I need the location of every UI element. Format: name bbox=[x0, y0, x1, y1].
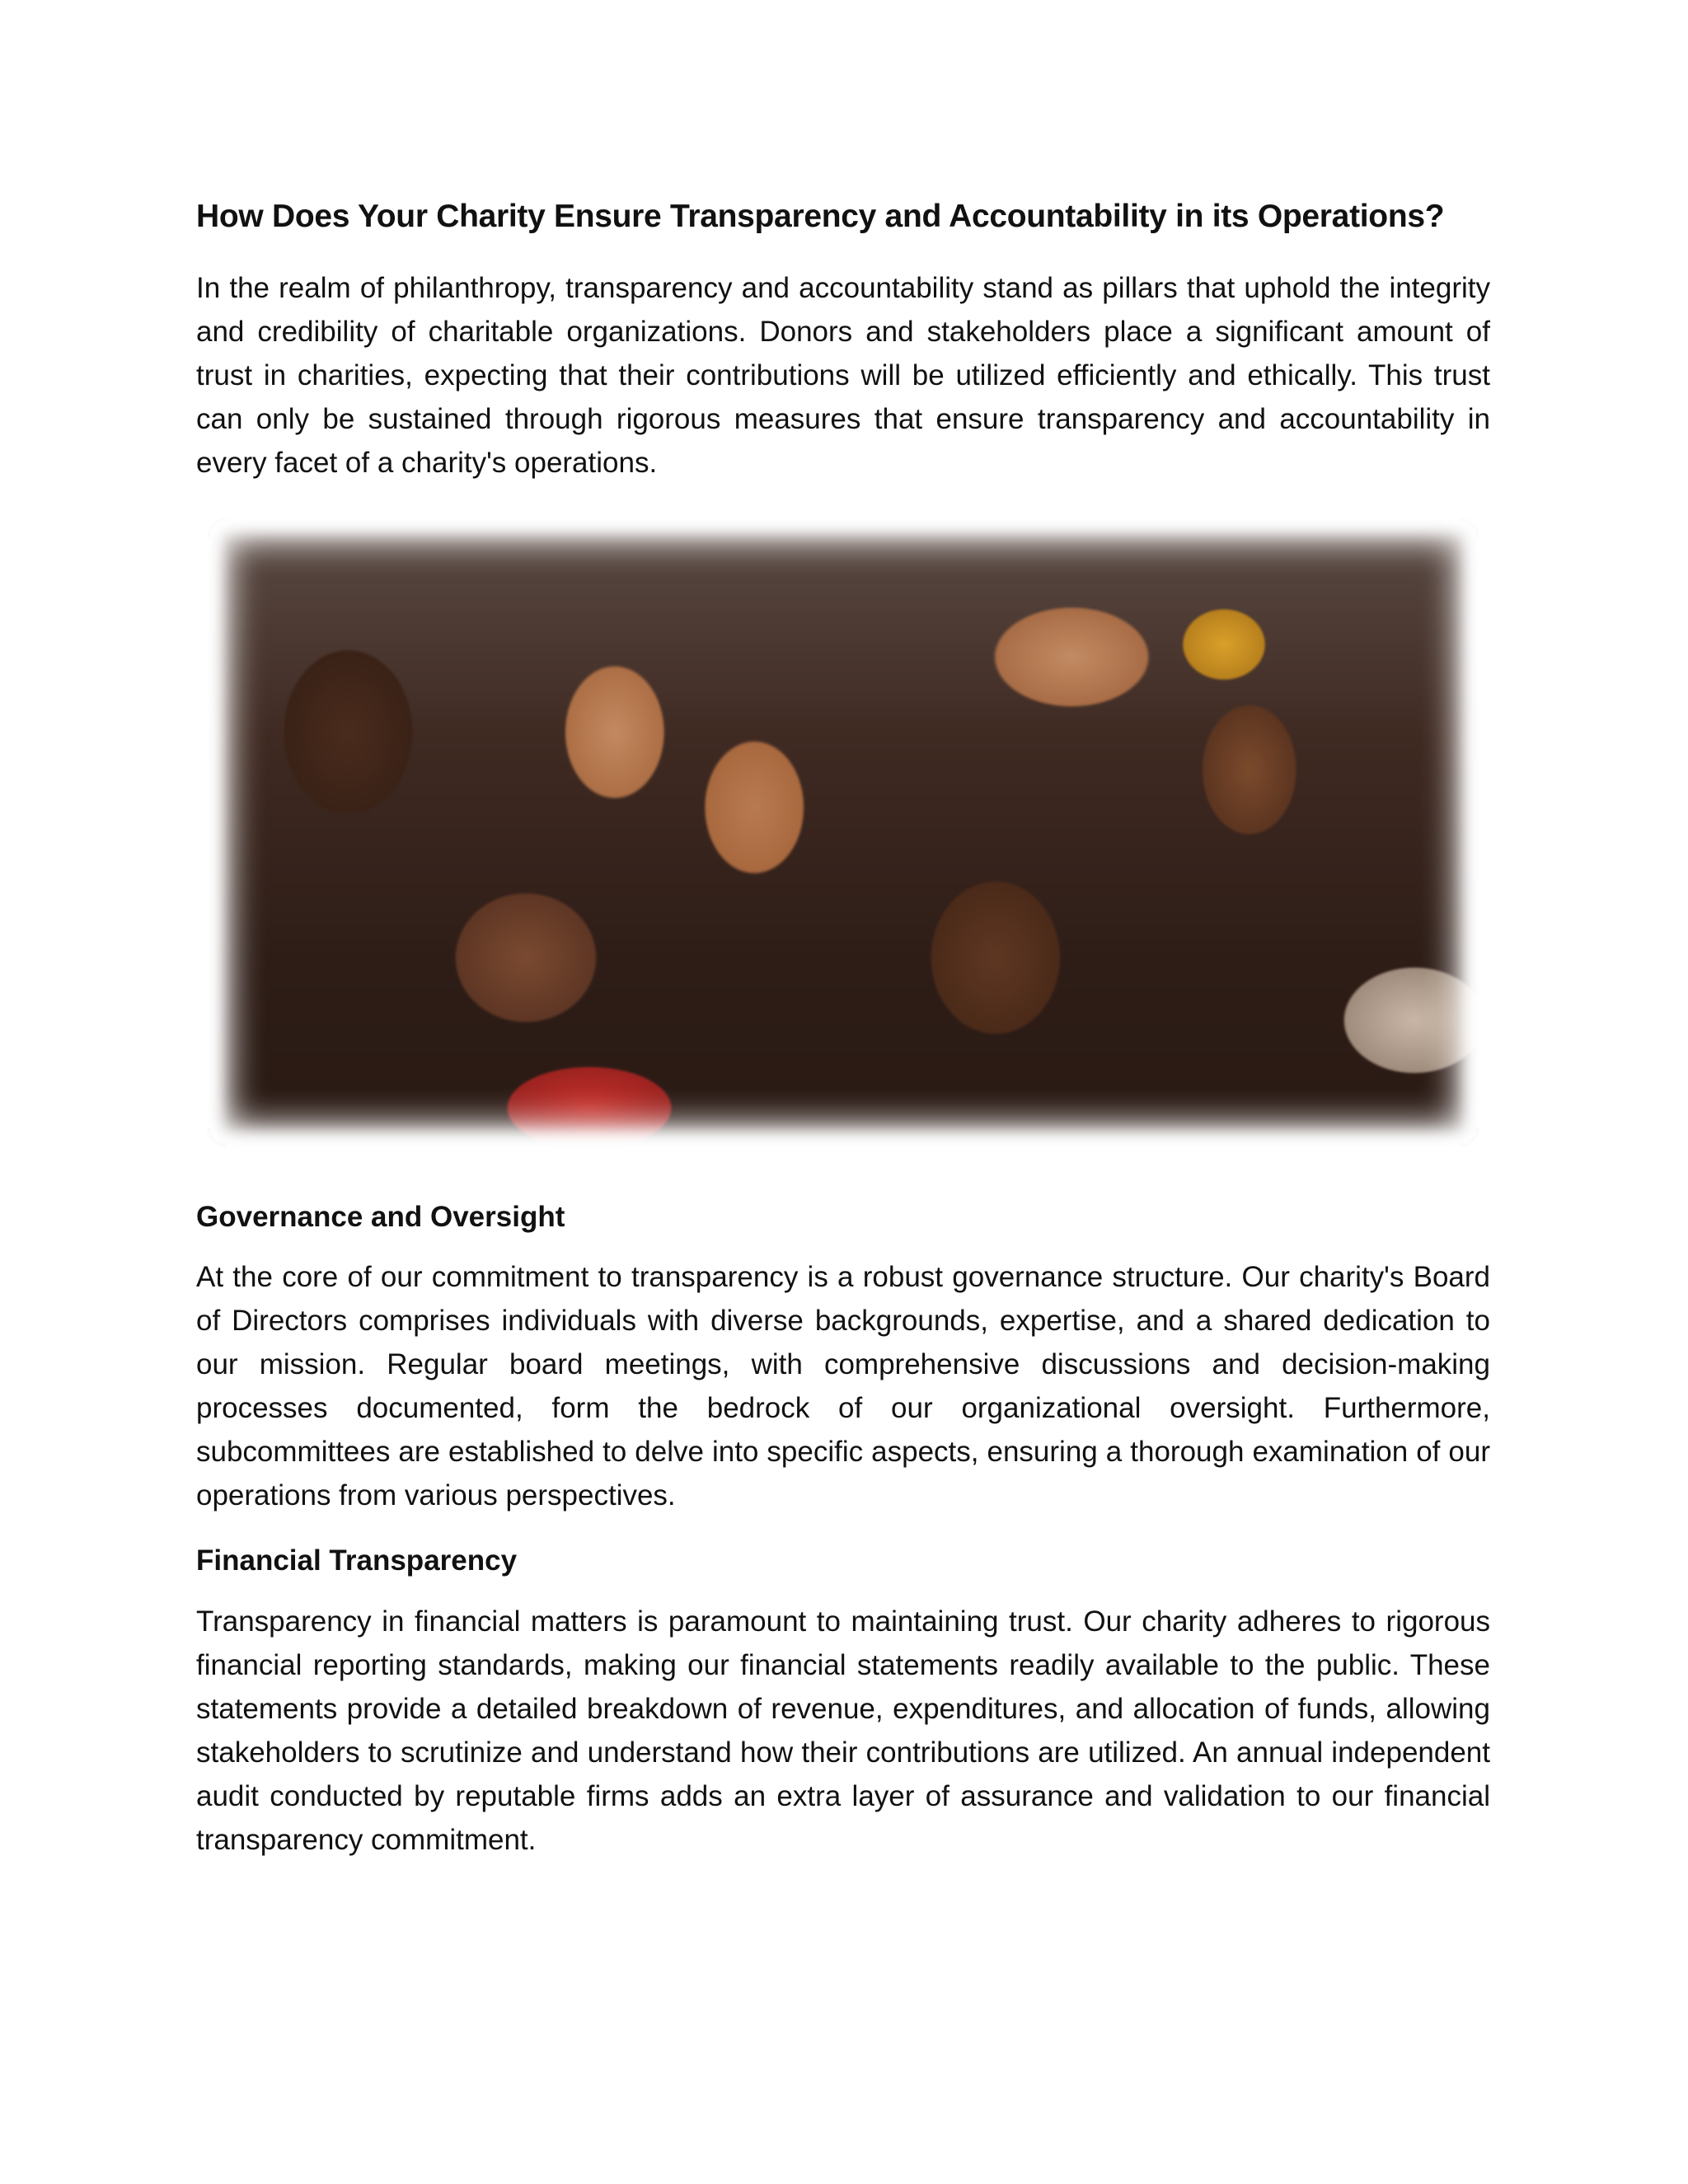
section-heading-financial: Financial Transparency bbox=[196, 1544, 518, 1577]
photo-vignette bbox=[209, 519, 1478, 1146]
page-title: How Does Your Charity Ensure Transparency and Accountability in its Operations? bbox=[196, 199, 1445, 234]
section-body-governance: At the core of our commitment to transparency is a robust governance structure. Our charity's Board of Directors comprises individuals with diverse backgrounds, expertise, and a shared dedication to our mission. Regular board meetings, with comprehensive discussions and decision-making processes documented, form the bedrock of our organizational oversight. Furthermore, subcommittees are established to delve into specific aspects, ensuring a thorough examination of our operations from various perspectives. bbox=[196, 1261, 1490, 1512]
intro-paragraph: In the realm of philanthropy, transparency and accountability stand as pillars that uphold the integrity and credibility of charitable organizations. Donors and stakeholders place a significant amount of trust in charities, expecting that their contributions will be utilized efficiently and ethically. This trust can only be sustained through rigorous measures that ensure transparency and accountability in every facet of a charity's operations. bbox=[196, 271, 1490, 479]
document-content bbox=[196, 196, 1490, 1862]
hero-image-container bbox=[196, 519, 1490, 1162]
hero-photo-children-waving bbox=[209, 519, 1478, 1146]
section-body-financial: Transparency in financial matters is paramount to maintaining trust. Our charity adheres to rigorous financial reporting standards, making our financial statements readily available to the public. These statements provide a detailed breakdown of revenue, expenditures, and allocation of funds, allowing stakeholders to scrutinize and understand how their contributions are utilized. An annual independent audit conducted by reputable firms adds an extra layer of assurance and validation to our financial transparency commitment. bbox=[196, 1605, 1490, 1856]
section-heading-governance: Governance and Oversight bbox=[196, 1200, 565, 1233]
